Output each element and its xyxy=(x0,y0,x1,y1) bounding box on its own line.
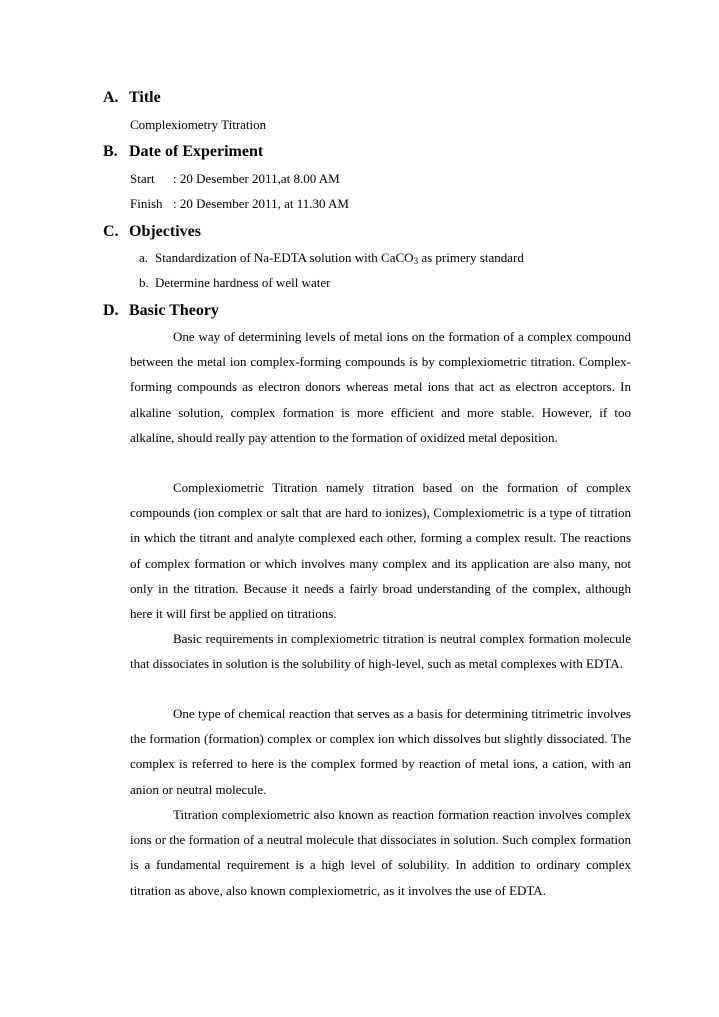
theory-paragraph xyxy=(130,475,631,626)
objective-text: Determine hardness of well water xyxy=(155,275,331,290)
objective-letter: a. xyxy=(139,250,149,265)
section-a-title: Title xyxy=(129,89,161,106)
objective-item xyxy=(139,275,330,291)
finish-label: Finish xyxy=(130,196,163,211)
section-a-letter: A. xyxy=(103,89,119,106)
section-b-title: Date of Experiment xyxy=(129,143,264,160)
finish-value: : 20 Desember 2011, at 11.30 AM xyxy=(173,196,349,211)
section-d-letter: D. xyxy=(103,302,119,319)
experiment-title: Complexiometry Titration xyxy=(130,117,267,132)
paragraph-text: Basic requirements in complexiometric titration is neutral complex formation molecule that dissociates in solution is the solubility of high-level, such as metal complexes with EDTA. xyxy=(130,631,631,672)
section-c-title: Objectives xyxy=(129,223,201,240)
start-row xyxy=(130,171,340,187)
objective-text: Standardization of Na-EDTA solution with CaCO xyxy=(155,250,414,265)
paragraph-text: Complexiometric Titration namely titration based on the formation of complex compounds (ion complex or salt that are hard to ionizes), Complexiometric is a type of titration in which the titrant and analyte complexed each other, forming a complex result. The reactions of complex formation or which involves many complex and its application are also many, not only in the titration. Because it needs a fairly broad understanding of the complex, although here it will first be applied on titrations. xyxy=(130,480,631,622)
section-c-heading xyxy=(103,222,201,242)
section-a-heading xyxy=(103,88,161,108)
theory-paragraph xyxy=(130,324,631,450)
section-d-heading xyxy=(103,301,219,321)
section-b-letter: B. xyxy=(103,143,118,160)
start-label: Start xyxy=(130,171,155,186)
theory-paragraph xyxy=(130,626,631,676)
paragraph-text: One way of determining levels of metal ions on the formation of a complex compound between the metal ion complex-forming compounds is by complexiometric titration. Complex-forming compounds as electron donors whereas metal ions that act as electron acceptors. In alkaline solution, complex formation is more efficient and more stable. However, if too alkaline, should really pay attention to the formation of oxidized metal deposition. xyxy=(130,329,631,445)
finish-row xyxy=(130,196,349,212)
objective-item xyxy=(139,250,524,266)
objective-text-end: as primery standard xyxy=(418,250,524,265)
subscript: 3 xyxy=(413,256,419,266)
paragraph-text: One type of chemical reaction that serves as a basis for determining titrimetric involves the formation (formation) complex or complex ion which dissolves but slightly dissociated. The complex is referred to here is the complex formed by reaction of metal ions, a cation, with an anion or neutral molecule. xyxy=(130,706,631,797)
paragraph-text: Titration complexiometric also known as reaction formation reaction involves complex ions or the formation of a neutral molecule that dissociates in solution. Such complex formation is a fundamental requirement is a high level of solubility. In addition to ordinary complex titration as above, also known complexiometric, as it involves the use of EDTA. xyxy=(130,807,631,898)
section-c-letter: C. xyxy=(103,223,119,240)
theory-paragraph xyxy=(130,701,631,802)
section-d-title: Basic Theory xyxy=(129,302,219,319)
section-b-heading xyxy=(103,142,263,162)
objective-letter: b. xyxy=(139,275,149,290)
start-value: : 20 Desember 2011,at 8.00 AM xyxy=(173,171,340,186)
theory-paragraph xyxy=(130,802,631,903)
